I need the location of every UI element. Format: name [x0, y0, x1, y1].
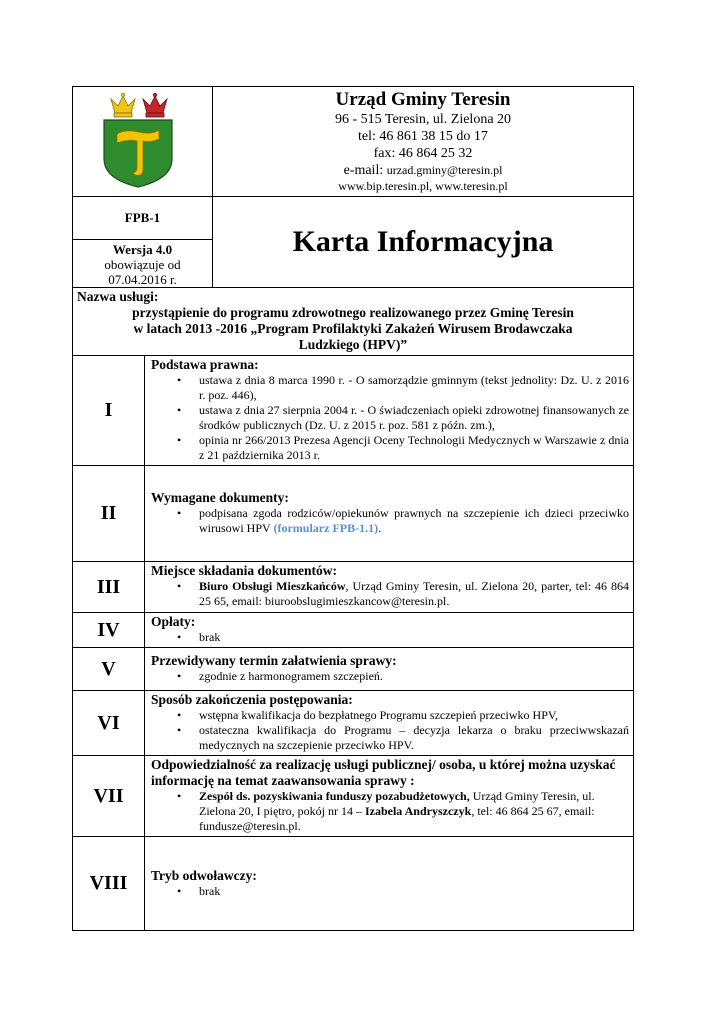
section-numeral: IV: [73, 613, 145, 648]
form-version-cell: [73, 197, 213, 288]
list-item: • ustawa z dnia 27 sierpnia 2004 r. - O świadczeniach opieki zdrowotnej finansowanych ze środków publicznych (Dz. U. z 2015 r. poz. 581 z późn. zm.),: [199, 403, 629, 433]
office-phone: tel: 46 861 38 15 do 17: [358, 129, 488, 144]
form-fpb-1-1-link[interactable]: (formularz FPB-1.1): [273, 521, 379, 535]
list-item: • opinia nr 266/2013 Prezesa Agencji Oceny Technologii Medycznych w Warszawie z dnia z 21 października 2013 r.: [199, 433, 629, 463]
email-label: e-mail:: [343, 163, 384, 178]
office-email-line: [213, 162, 633, 179]
list-item-text: Urząd Gminy Teresin, ul. Zielona 20, I piętro, pokój nr 14 –: [199, 789, 595, 818]
list-item: • brak: [199, 884, 629, 899]
office-fax: fax: 46 864 25 32: [373, 146, 473, 161]
section-numeral: II: [73, 466, 145, 562]
form-title-row: [73, 197, 634, 288]
information-table: [72, 86, 634, 931]
section-row-7: [73, 756, 634, 837]
header-row: [73, 87, 634, 197]
section-row-5: [73, 648, 634, 691]
section-numeral: VI: [73, 691, 145, 756]
responsibility-list: [151, 789, 629, 834]
section-numeral: V: [73, 648, 145, 691]
section-heading: Tryb odwoławczy:: [151, 867, 257, 883]
section-content-deadline: [145, 648, 634, 691]
submission-place-list: [151, 579, 629, 609]
form-version-block: [73, 239, 212, 287]
section-row-2: [73, 466, 634, 562]
section-content-legal-basis: [145, 356, 634, 466]
fees-list: [151, 630, 629, 645]
office-unit-name: Biuro Obsługi Mieszkańców: [199, 579, 346, 593]
appeal-list: [151, 884, 629, 899]
contact-details: , tel: 46 864 25 67, email: fundusze@teresin.pl.: [199, 804, 595, 833]
office-name: Urząd Gminy Teresin: [335, 89, 511, 110]
team-name: Zespół ds. pozyskiwania funduszy pozabudżetowych,: [199, 789, 470, 803]
list-item: • zgodnie z harmonogramem szczepień.: [199, 669, 629, 684]
list-item: [199, 506, 629, 536]
section-row-1: [73, 356, 634, 466]
service-desc-line2: w latach 2013 -2016 „Program Profilaktyki Zakażeń Wirusem Brodawczaka: [133, 321, 573, 336]
office-info: [213, 87, 634, 197]
section-heading: Wymagane dokumenty:: [151, 490, 289, 505]
service-desc-line3: Ludzkiego (HPV)”: [298, 337, 408, 352]
section-numeral: III: [73, 562, 145, 613]
section-content-required-documents: [145, 466, 634, 562]
completion-list: [151, 708, 629, 753]
section-heading: Podstawa prawna:: [151, 357, 259, 372]
form-code: FPB-1: [124, 210, 161, 225]
section-content-completion: [145, 691, 634, 756]
list-item: • wstępna kwalifikacja do bezpłatnego Programu szczepień przeciwko HPV,: [199, 708, 629, 723]
office-address: 96 - 515 Teresin, ul. Zielona 20: [334, 112, 512, 127]
section-row-8: [73, 837, 634, 931]
service-cell: [73, 288, 634, 356]
logo-cell: [73, 87, 213, 197]
section-content-fees: [145, 613, 634, 648]
list-item: • brak: [199, 630, 629, 645]
section-heading: Przewidywany termin załatwienia sprawy:: [151, 653, 397, 668]
section-content-appeal: [145, 837, 634, 931]
section-content-responsibility: [145, 756, 634, 837]
service-row: [73, 288, 634, 356]
red-crown-icon: [143, 93, 167, 117]
list-item: • ustawa z dnia 8 marca 1990 r. - O samorządzie gminnym (tekst jednolity: Dz. U. z 2016 r. poz. 446),: [199, 373, 629, 403]
office-email[interactable]: urzad.gminy@teresin.pl: [386, 163, 503, 177]
form-version: Wersja 4.0: [112, 242, 173, 257]
service-label: Nazwa usługi:: [77, 289, 159, 304]
valid-from-label: obowiązuje od: [104, 257, 181, 272]
section-numeral: VIII: [73, 837, 145, 931]
office-websites[interactable]: www.bip.teresin.pl, www.teresin.pl: [338, 179, 508, 193]
legal-basis-list: [151, 373, 629, 463]
required-documents-list: [151, 506, 629, 536]
section-heading: Sposób zakończenia postępowania:: [151, 692, 353, 707]
list-item-text: podpisana zgoda rodziców/opiekunów prawnych na szczepienie ich dzieci przeciwko wirusowi HPV: [199, 506, 629, 535]
list-item-text: , Urząd Gminy Teresin, ul. Zielona 20, parter, tel: 46 864 25 65, email: biuroobslugimieszkancow@teresin.pl.: [199, 579, 630, 608]
section-row-6: [73, 691, 634, 756]
section-content-submission-place: [145, 562, 634, 613]
section-row-3: [73, 562, 634, 613]
list-item-end: .: [378, 521, 382, 535]
section-heading: Miejsce składania dokumentów:: [151, 563, 338, 578]
section-heading: Opłaty:: [151, 614, 196, 629]
section-row-4: [73, 613, 634, 648]
document-title: Karta Informacyjna: [213, 197, 634, 288]
section-heading: Odpowiedzialność za realizację usługi publicznej/ osoba, u której można uzyskać informację na temat zaawansowania sprawy :: [151, 757, 616, 788]
service-desc-line1: przystąpienie do programu zdrowotnego realizowanego przez Gminę Teresin: [132, 305, 574, 320]
deadline-list: [151, 669, 629, 684]
information-card: [72, 86, 633, 931]
list-item: • ostateczna kwalifikacja do Programu – decyzja lekarza o braku przeciwwskazań medycznych na szczepienie przeciwko HPV.: [199, 723, 629, 753]
contact-person: Izabela Andryszczyk: [364, 804, 472, 818]
list-item: [199, 789, 629, 834]
valid-from-date: 07.04.2016 r.: [108, 272, 177, 287]
gold-crown-icon: [111, 93, 135, 117]
section-numeral: I: [73, 356, 145, 466]
teresin-coat-of-arms-icon: [73, 87, 213, 191]
list-item: [199, 579, 629, 609]
section-numeral: VII: [73, 756, 145, 837]
